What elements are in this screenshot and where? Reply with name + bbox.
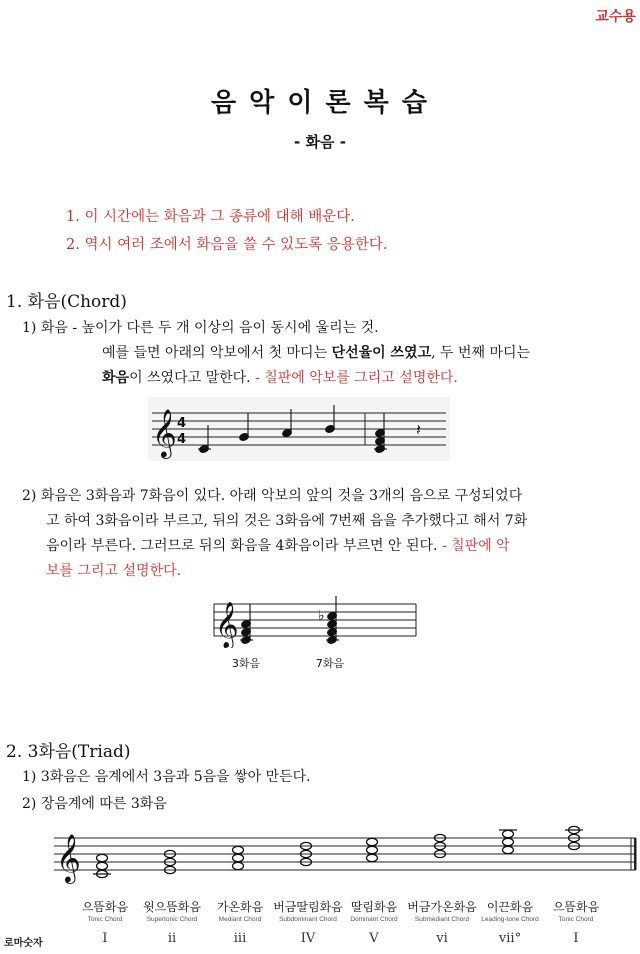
degree-english-name: Tonic Chord — [558, 916, 594, 923]
section-1-item-1 — [22, 316, 634, 391]
triad-label: 3화음 — [231, 657, 261, 670]
degree-english-name: Tonic Chord — [87, 916, 123, 923]
time-signature-bottom: 4 — [177, 432, 187, 447]
roman-numeral: iii — [233, 931, 247, 946]
degree-korean-name: 으뜸화음 — [552, 900, 600, 914]
treble-clef-icon: 𝄞 — [215, 602, 239, 648]
flat-icon: ♭ — [318, 608, 325, 624]
whole-note — [97, 862, 108, 869]
teacher-note-2b: 보를 그리고 설명한다. — [46, 563, 182, 579]
chord-emphasis: 화음 — [102, 370, 130, 386]
roman-numeral: vi — [436, 931, 448, 946]
term-label: 화음 — [40, 320, 68, 336]
goal-1: 1. 이 시간에는 화음과 그 종류에 대해 배운다. — [66, 209, 355, 225]
section-1-heading: 1. 화음(Chord) — [6, 292, 127, 312]
section-2-item-2: 2) 장음계에 따른 3화음 — [22, 796, 167, 812]
term-definition: 높이가 다른 두 개 이상의 음이 동시에 울리는 것. — [81, 320, 379, 336]
seventh-label: 7화음 — [315, 657, 345, 670]
chord-degree-table — [0, 894, 640, 954]
degree-english-name: Supertonic Chord — [146, 916, 198, 923]
goal-2: 2. 역시 여러 조에서 화음을 쓸 수 있도록 응용한다. — [66, 237, 388, 253]
whole-note — [233, 862, 244, 869]
degree-korean-name: 가온화음 — [216, 900, 264, 914]
whole-note — [503, 830, 514, 837]
whole-note — [97, 854, 108, 861]
whole-note — [367, 838, 378, 845]
roman-numeral-label: 로마숫자 — [4, 938, 43, 949]
item-number: 1) — [22, 320, 37, 336]
staff-example-triad-seventh — [212, 592, 418, 648]
page-subtitle: - 화음 - — [294, 133, 346, 151]
degree-english-name: Mediant Chord — [218, 916, 262, 923]
whole-note — [367, 854, 378, 861]
staff-major-scale-triads — [52, 822, 640, 886]
example-text-cont: , 두 번째 마디는 — [431, 345, 531, 361]
item-number: 2) — [22, 488, 37, 504]
staff-example-melody-chord — [148, 397, 450, 461]
roman-numeral: I — [102, 931, 108, 946]
degree-korean-name: 윗으뜸화음 — [143, 900, 201, 914]
item-2-line-1: 화음은 3화음과 7화음이 있다. 아래 악보의 앞의 것을 3개의 음으로 구성되었다 — [40, 488, 523, 504]
section-2-item-1: 1) 3화음은 음계에서 3음과 5음을 쌓아 만든다. — [22, 769, 311, 785]
section-2-heading: 2. 3화음(Triad) — [6, 742, 131, 762]
degree-korean-name: 버금가온화음 — [407, 900, 477, 914]
treble-clef-icon: 𝄞 — [56, 833, 81, 882]
degree-english-name: Dominant Chord — [350, 916, 398, 923]
whole-note — [503, 846, 514, 853]
example-text: 예를 들면 아래의 악보에서 첫 마디는 — [102, 345, 332, 361]
monophony-emphasis: 단선율이 쓰였고 — [331, 345, 432, 361]
item-2-line-3: 음이라 부른다. 그러므로 뒤의 화음을 4화음이라 부르면 안 된다. — [46, 538, 442, 554]
whole-note — [233, 854, 244, 861]
roman-numeral: IV — [300, 931, 316, 946]
quarter-rest-icon: 𝄽 — [416, 420, 421, 439]
section-1-item-2 — [22, 484, 634, 584]
degree-english-name: Submediant Chord — [414, 916, 470, 923]
degree-english-name: Subdominant Chord — [279, 916, 337, 923]
page-title: 음 악 이 론 복 습 — [211, 88, 429, 118]
roman-numeral: I — [573, 931, 579, 946]
degree-korean-name: 딸림화음 — [350, 900, 398, 914]
term-dash: - — [72, 320, 78, 336]
degree-korean-name: 이끈화음 — [486, 900, 534, 914]
treble-clef-icon: 𝄞 — [152, 408, 177, 457]
roman-numeral: vii° — [498, 931, 522, 946]
item-2-line-2: 고 하여 3화음이라 부르고, 뒤의 것은 3화음에 7번째 음을 추가했다고 해서 7화 — [46, 513, 528, 529]
whole-note — [233, 846, 244, 853]
teacher-note: - 칠판에 악보를 그리고 설명한다. — [255, 370, 458, 386]
whole-note — [367, 846, 378, 853]
roman-numeral: ii — [167, 931, 177, 946]
roman-numeral: V — [369, 931, 379, 946]
example-text-end: 이 쓰였다고 말한다. — [129, 370, 256, 386]
degree-english-name: Leading-tone Chord — [481, 916, 539, 923]
degree-korean-name: 으뜸화음 — [81, 900, 129, 914]
teacher-note-2a: - 칠판에 악 — [441, 538, 510, 554]
whole-note — [503, 838, 514, 845]
degree-korean-name: 버금딸림화음 — [273, 900, 343, 914]
time-signature-top: 4 — [177, 416, 187, 431]
teacher-version-tag: 교수용 — [595, 9, 636, 25]
